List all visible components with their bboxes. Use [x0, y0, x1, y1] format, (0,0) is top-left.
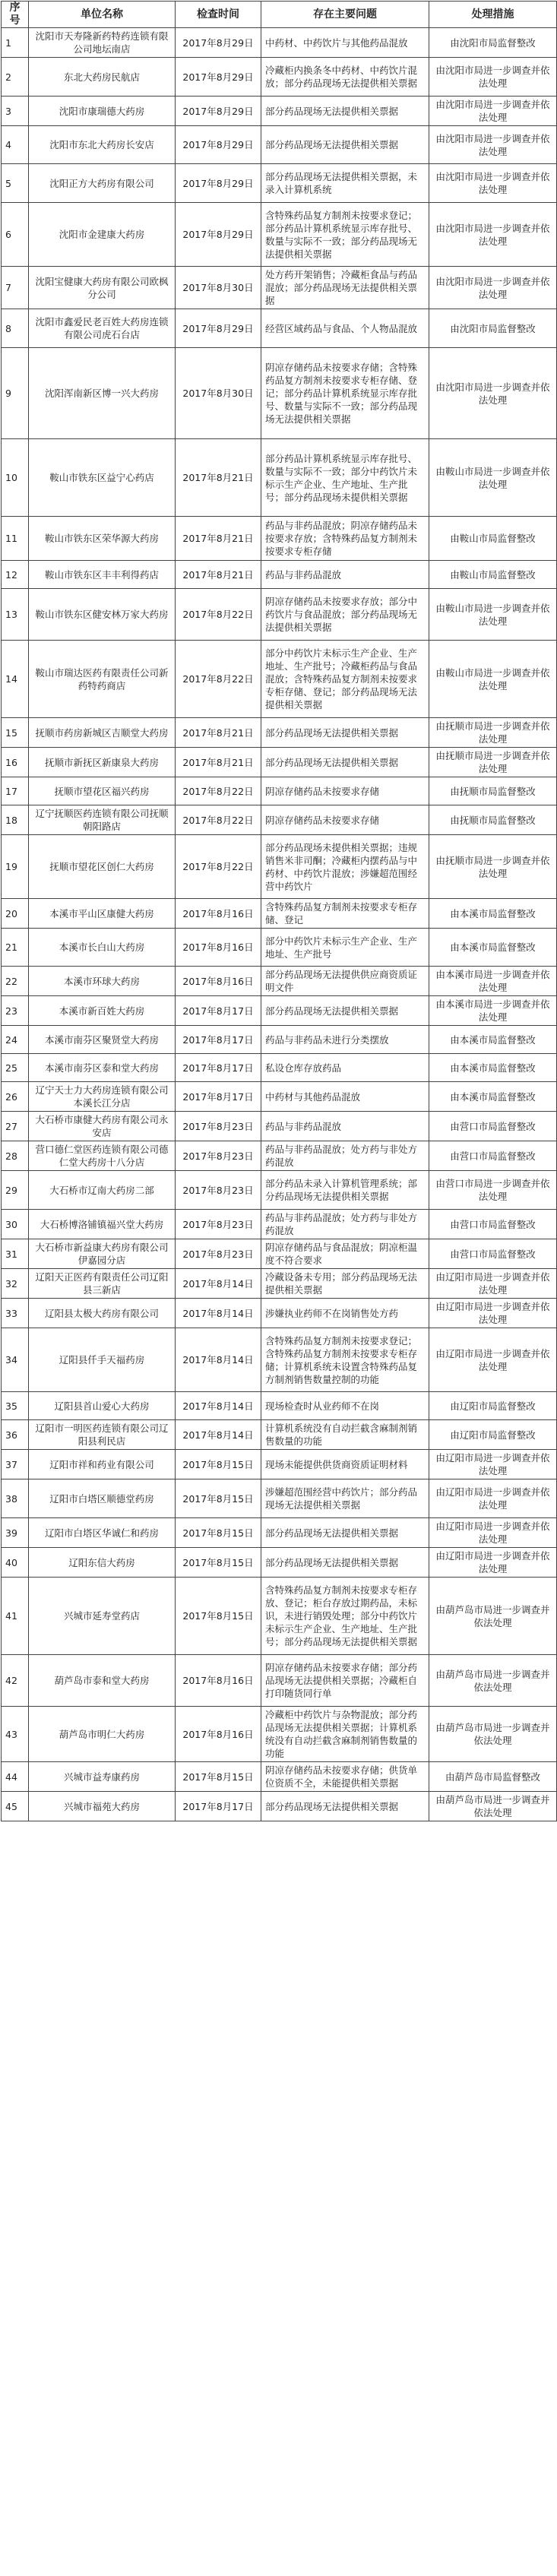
cell-inspection-date: 2017年8月29日: [176, 28, 261, 58]
cell-inspection-date: 2017年8月29日: [176, 309, 261, 348]
cell-inspection-date: 2017年8月22日: [176, 777, 261, 805]
cell-main-issue: 部分药品现场无法提供相关票据: [261, 126, 429, 164]
cell-unit-name: 沈阳浑南新区博一兴大药房: [29, 348, 176, 439]
cell-no: 24: [2, 1026, 29, 1054]
cell-action: 由沈阳市局进一步调查并依法处理: [429, 203, 557, 267]
cell-no: 23: [2, 996, 29, 1026]
table-row: [2, 1210, 557, 1239]
cell-no: 44: [2, 1762, 29, 1792]
cell-main-issue: 冷藏柜中药饮片与杂物混放；部分药品现场无法提供相关票据；计算机系统没有自动拦截含麻制剂销售数量的功能: [261, 1707, 429, 1762]
cell-action: 由抚顺市局监督整改: [429, 777, 557, 805]
cell-unit-name: 沈阳市康瑞德大药房: [29, 97, 176, 126]
cell-action: 由沈阳市局监督整改: [429, 309, 557, 348]
table-row: [2, 1054, 557, 1082]
cell-inspection-date: 2017年8月16日: [176, 899, 261, 929]
header-date: 检查时间: [176, 2, 261, 28]
cell-unit-name: 辽阳市祥和药业有限公司: [29, 1450, 176, 1479]
cell-inspection-date: 2017年8月16日: [176, 929, 261, 967]
cell-inspection-date: 2017年8月21日: [176, 718, 261, 748]
cell-no: 32: [2, 1269, 29, 1299]
cell-inspection-date: 2017年8月29日: [176, 126, 261, 164]
table-row: [2, 1171, 557, 1210]
cell-no: 17: [2, 777, 29, 805]
cell-no: 40: [2, 1548, 29, 1578]
cell-no: 37: [2, 1450, 29, 1479]
cell-action: 由辽阳市局进一步调查并依法处理: [429, 1518, 557, 1548]
cell-inspection-date: 2017年8月15日: [176, 1548, 261, 1578]
cell-main-issue: 阴凉存储药品未按要求存储: [261, 805, 429, 835]
cell-no: 31: [2, 1239, 29, 1269]
cell-unit-name: 沈阳市天寿隆新药特药连锁有限公司地坛南店: [29, 28, 176, 58]
cell-action: 由本溪市局进一步调查并依法处理: [429, 996, 557, 1026]
cell-inspection-date: 2017年8月14日: [176, 1299, 261, 1328]
cell-main-issue: 处方药开架销售；冷藏柜食品与药品混放；部分药品现场无法提供相关票据: [261, 267, 429, 309]
cell-main-issue: 部分药品现场无法提供相关票据: [261, 718, 429, 748]
cell-inspection-date: 2017年8月23日: [176, 1171, 261, 1210]
table-row: [2, 439, 557, 517]
cell-action: 由营口市局监督整改: [429, 1239, 557, 1269]
cell-unit-name: 辽阳市白塔区华诚仁和药房: [29, 1518, 176, 1548]
cell-unit-name: 本溪市长白山大药房: [29, 929, 176, 967]
cell-action: 由营口市局监督整改: [429, 1112, 557, 1141]
table-row: [2, 1299, 557, 1328]
table-row: [2, 835, 557, 899]
cell-inspection-date: 2017年8月16日: [176, 1707, 261, 1762]
cell-action: 由辽阳市局进一步调查并依法处理: [429, 1269, 557, 1299]
cell-inspection-date: 2017年8月22日: [176, 805, 261, 835]
cell-inspection-date: 2017年8月15日: [176, 1450, 261, 1479]
cell-no: 39: [2, 1518, 29, 1548]
table-row: [2, 1328, 557, 1392]
cell-inspection-date: 2017年8月14日: [176, 1328, 261, 1392]
table-row: [2, 1141, 557, 1171]
cell-no: 11: [2, 517, 29, 561]
table-row: [2, 28, 557, 58]
cell-main-issue: 部分药品现场无法提供相关票据: [261, 1518, 429, 1548]
cell-main-issue: 涉嫌执业药师不在岗销售处方药: [261, 1299, 429, 1328]
cell-no: 36: [2, 1420, 29, 1450]
cell-main-issue: 药品与非药品混放: [261, 1112, 429, 1141]
cell-main-issue: 部分药品计算机系统显示库存批号、数量与实际不一致；部分中药饮片未标示生产企业、生产地址、生产批号；部分药品现场未提供相关票据: [261, 439, 429, 517]
cell-action: 由抚顺市局进一步调查并依法处理: [429, 835, 557, 899]
cell-main-issue: 计算机系统没有自动拦截含麻制剂销售数量的功能: [261, 1420, 429, 1450]
cell-inspection-date: 2017年8月16日: [176, 967, 261, 996]
cell-main-issue: 部分药品现场无法提供相关票据: [261, 996, 429, 1026]
cell-inspection-date: 2017年8月14日: [176, 1420, 261, 1450]
table-row: [2, 1762, 557, 1792]
cell-action: 由葫芦岛市局进一步调查并依法处理: [429, 1792, 557, 1821]
cell-unit-name: 辽阳县太极大药房有限公司: [29, 1299, 176, 1328]
cell-action: 由抚顺市局进一步调查并依法处理: [429, 718, 557, 748]
cell-unit-name: 抚顺市望花区福兴药房: [29, 777, 176, 805]
table-row: [2, 267, 557, 309]
cell-no: 38: [2, 1479, 29, 1518]
table-row: [2, 899, 557, 929]
cell-action: 由鞍山市局进一步调查并依法处理: [429, 439, 557, 517]
cell-action: 由葫芦岛市局进一步调查并依法处理: [429, 1578, 557, 1655]
cell-main-issue: 药品与非药品混放: [261, 561, 429, 589]
cell-unit-name: 兴城市延寿堂药店: [29, 1578, 176, 1655]
cell-main-issue: 阴凉存储药品未按要求存储: [261, 777, 429, 805]
cell-action: 由辽阳市局监督整改: [429, 1420, 557, 1450]
cell-main-issue: 私设仓库存放药品: [261, 1054, 429, 1082]
cell-no: 16: [2, 748, 29, 777]
cell-no: 12: [2, 561, 29, 589]
cell-unit-name: 本溪市环球大药房: [29, 967, 176, 996]
cell-main-issue: 部分中药饮片未标示生产企业、生产地址、生产批号；冷藏柜药品与食品混放；含特殊药品复方制剂未按要求专柜存储、登记；部分药品现场无法提供相关票据: [261, 641, 429, 718]
cell-inspection-date: 2017年8月15日: [176, 1762, 261, 1792]
cell-unit-name: 葫芦岛市明仁大药房: [29, 1707, 176, 1762]
cell-action: 由鞍山市局进一步调查并依法处理: [429, 641, 557, 718]
cell-no: 26: [2, 1082, 29, 1112]
cell-inspection-date: 2017年8月22日: [176, 835, 261, 899]
cell-no: 25: [2, 1054, 29, 1082]
cell-action: 由营口市局监督整改: [429, 1210, 557, 1239]
cell-unit-name: 沈阳宝健康大药房有限公司欧枫分公司: [29, 267, 176, 309]
table-row: [2, 1269, 557, 1299]
inspection-table: [1, 1, 557, 1821]
table-row: [2, 348, 557, 439]
cell-unit-name: 沈阳市鑫爱民老百姓大药房连锁有限公司虎石台店: [29, 309, 176, 348]
cell-no: 22: [2, 967, 29, 996]
cell-action: 由辽阳市局进一步调查并依法处理: [429, 1479, 557, 1518]
cell-unit-name: 沈阳正方大药房有限公司: [29, 164, 176, 203]
cell-action: 由辽阳市局进一步调查并依法处理: [429, 1328, 557, 1392]
cell-unit-name: 大石桥博洛铺镇福兴堂大药房: [29, 1210, 176, 1239]
cell-action: 由鞍山市局进一步调查并依法处理: [429, 589, 557, 641]
cell-inspection-date: 2017年8月30日: [176, 267, 261, 309]
cell-inspection-date: 2017年8月16日: [176, 1655, 261, 1707]
cell-no: 29: [2, 1171, 29, 1210]
cell-unit-name: 营口德仁堂医药连锁有限公司德仁堂大药房十八分店: [29, 1141, 176, 1171]
cell-unit-name: 兴城市益寿康药房: [29, 1762, 176, 1792]
cell-unit-name: 沈阳市金建康大药房: [29, 203, 176, 267]
cell-inspection-date: 2017年8月15日: [176, 1479, 261, 1518]
cell-main-issue: 药品与非药品混放；处方药与非处方药混放: [261, 1141, 429, 1171]
cell-unit-name: 辽宁抚顺医药连锁有限公司抚顺朝阳路店: [29, 805, 176, 835]
table-row: [2, 1082, 557, 1112]
table-header-row: [2, 2, 557, 28]
cell-action: 由辽阳市局进一步调查并依法处理: [429, 1299, 557, 1328]
cell-inspection-date: 2017年8月17日: [176, 996, 261, 1026]
table-row: [2, 641, 557, 718]
cell-no: 33: [2, 1299, 29, 1328]
cell-unit-name: 大石桥市辽南大药房二部: [29, 1171, 176, 1210]
cell-no: 27: [2, 1112, 29, 1141]
cell-inspection-date: 2017年8月29日: [176, 203, 261, 267]
cell-unit-name: 兴城市福苑大药房: [29, 1792, 176, 1821]
cell-action: 由本溪市局进一步调查并依法处理: [429, 967, 557, 996]
cell-no: 30: [2, 1210, 29, 1239]
cell-action: 由沈阳市局进一步调查并依法处理: [429, 267, 557, 309]
cell-main-issue: 部分药品现场无法提供相关票据: [261, 1548, 429, 1578]
table-row: [2, 1707, 557, 1762]
cell-unit-name: 辽阳县仟手天福药房: [29, 1328, 176, 1392]
cell-no: 43: [2, 1707, 29, 1762]
cell-no: 13: [2, 589, 29, 641]
table-row: [2, 996, 557, 1026]
cell-no: 21: [2, 929, 29, 967]
cell-inspection-date: 2017年8月22日: [176, 641, 261, 718]
cell-no: 1: [2, 28, 29, 58]
cell-main-issue: 涉嫌超范围经营中药饮片；部分药品现场无法提供相关票据: [261, 1479, 429, 1518]
cell-inspection-date: 2017年8月14日: [176, 1269, 261, 1299]
cell-unit-name: 抚顺市望花区创仁大药房: [29, 835, 176, 899]
cell-no: 19: [2, 835, 29, 899]
cell-no: 9: [2, 348, 29, 439]
cell-action: 由抚顺市局监督整改: [429, 805, 557, 835]
cell-inspection-date: 2017年8月29日: [176, 58, 261, 97]
cell-action: 由营口市局监督整改: [429, 1141, 557, 1171]
cell-action: 由辽阳市局进一步调查并依法处理: [429, 1548, 557, 1578]
cell-action: 由葫芦岛市局进一步调查并依法处理: [429, 1707, 557, 1762]
cell-inspection-date: 2017年8月15日: [176, 1518, 261, 1548]
cell-main-issue: 部分中药饮片未标示生产企业、生产地址、生产批号: [261, 929, 429, 967]
table-row: [2, 517, 557, 561]
cell-inspection-date: 2017年8月23日: [176, 1239, 261, 1269]
table-row: [2, 718, 557, 748]
cell-main-issue: 部分药品现场无法提供相关票据，未录入计算机系统: [261, 164, 429, 203]
cell-main-issue: 含特殊药品复方制剂未按要求专柜存放、登记；柜台存放过期药品，未标识，未进行销毁处理；部分中药饮片未标示生产企业、生产地址、生产批号；部分药品现场无法提供相关票据: [261, 1578, 429, 1655]
cell-inspection-date: 2017年8月23日: [176, 1210, 261, 1239]
cell-inspection-date: 2017年8月17日: [176, 1792, 261, 1821]
table-row: [2, 1239, 557, 1269]
cell-action: 由本溪市局监督整改: [429, 899, 557, 929]
cell-action: 由抚顺市局进一步调查并依法处理: [429, 748, 557, 777]
cell-action: 由辽阳市局监督整改: [429, 1392, 557, 1420]
table-row: [2, 58, 557, 97]
cell-main-issue: 部分药品现场无法提供供应商资质证明文件: [261, 967, 429, 996]
cell-no: 28: [2, 1141, 29, 1171]
cell-no: 7: [2, 267, 29, 309]
cell-no: 4: [2, 126, 29, 164]
cell-unit-name: 鞍山市瑞达医药有限责任公司新药特药商店: [29, 641, 176, 718]
cell-main-issue: 含特殊药品复方制剂未按要求登记；部分药品计算机系统显示库存批号、数量与实际不一致；部分药品现场无法提供相关票据: [261, 203, 429, 267]
cell-unit-name: 抚顺市药房新城区吉顺堂大药房: [29, 718, 176, 748]
cell-action: 由本溪市局监督整改: [429, 1054, 557, 1082]
table-body: [2, 28, 557, 1821]
cell-action: 由本溪市局监督整改: [429, 1082, 557, 1112]
cell-inspection-date: 2017年8月23日: [176, 1141, 261, 1171]
cell-main-issue: 经营区域药品与食品、个人物品混放: [261, 309, 429, 348]
cell-unit-name: 本溪市平山区康健大药房: [29, 899, 176, 929]
cell-main-issue: 冷藏柜内换条冬中药材、中药饮片混放；部分药品现场无法提供相关票据: [261, 58, 429, 97]
header-unit: 单位名称: [29, 2, 176, 28]
cell-unit-name: 鞍山市铁东区健安林万家大药房: [29, 589, 176, 641]
cell-main-issue: 部分药品现场未提供相关票据；违规销售米非司酮；冷藏柜内摆药品与中药材、中药饮片混放；涉嫌超范围经营中药饮片: [261, 835, 429, 899]
cell-inspection-date: 2017年8月22日: [176, 589, 261, 641]
table-row: [2, 97, 557, 126]
cell-unit-name: 东北大药房民航店: [29, 58, 176, 97]
cell-action: 由沈阳市局监督整改: [429, 28, 557, 58]
cell-no: 34: [2, 1328, 29, 1392]
table-row: [2, 748, 557, 777]
cell-unit-name: 葫芦岛市泰和堂大药房: [29, 1655, 176, 1707]
cell-action: 由沈阳市局进一步调查并依法处理: [429, 126, 557, 164]
cell-action: 由沈阳市局进一步调查并依法处理: [429, 58, 557, 97]
cell-no: 41: [2, 1578, 29, 1655]
cell-no: 10: [2, 439, 29, 517]
table-row: [2, 309, 557, 348]
cell-inspection-date: 2017年8月23日: [176, 1112, 261, 1141]
cell-inspection-date: 2017年8月29日: [176, 97, 261, 126]
table-row: [2, 929, 557, 967]
cell-inspection-date: 2017年8月21日: [176, 439, 261, 517]
table-row: [2, 164, 557, 203]
cell-unit-name: 辽阳天正医药有限责任公司辽阳县三新店: [29, 1269, 176, 1299]
cell-unit-name: 沈阳市东北大药房长安店: [29, 126, 176, 164]
cell-action: 由沈阳市局进一步调查并依法处理: [429, 97, 557, 126]
cell-inspection-date: 2017年8月17日: [176, 1026, 261, 1054]
table-row: [2, 1792, 557, 1821]
cell-main-issue: 药品与非药品未进行分类摆放: [261, 1026, 429, 1054]
table-row: [2, 967, 557, 996]
cell-action: 由沈阳市局进一步调查并依法处理: [429, 164, 557, 203]
table-row: [2, 1026, 557, 1054]
cell-main-issue: 部分药品现场无法提供相关票据: [261, 1792, 429, 1821]
table-row: [2, 1112, 557, 1141]
cell-action: 由营口市局进一步调查并依法处理: [429, 1171, 557, 1210]
table-row: [2, 1479, 557, 1518]
cell-no: 35: [2, 1392, 29, 1420]
cell-main-issue: 部分药品现场无法提供相关票据: [261, 97, 429, 126]
cell-main-issue: 阴凉存储药品未按要求存储；含特殊药品复方制剂未按要求专柜存储、登记；部分药品计算机系统显示库存批号、数量与实际不一致；部分药品现场无法提供相关票据: [261, 348, 429, 439]
table-row: [2, 777, 557, 805]
cell-no: 18: [2, 805, 29, 835]
cell-unit-name: 本溪市南芬区泰和堂大药房: [29, 1054, 176, 1082]
cell-action: 由本溪市局监督整改: [429, 1026, 557, 1054]
cell-inspection-date: 2017年8月29日: [176, 164, 261, 203]
cell-action: 由辽阳市局进一步调查并依法处理: [429, 1450, 557, 1479]
cell-unit-name: 本溪市南芬区聚贤堂大药房: [29, 1026, 176, 1054]
cell-action: 由葫芦岛市局监督整改: [429, 1762, 557, 1792]
header-no: 序号: [2, 2, 29, 28]
cell-unit-name: 抚顺市新抚区新康泉大药房: [29, 748, 176, 777]
cell-no: 45: [2, 1792, 29, 1821]
cell-action: 由沈阳市局进一步调查并依法处理: [429, 348, 557, 439]
cell-inspection-date: 2017年8月14日: [176, 1392, 261, 1420]
cell-unit-name: 辽阳县首山爱心大药房: [29, 1392, 176, 1420]
cell-main-issue: 阴凉存储药品未按要求存放；部分中药饮片与食品混放；部分药品现场无法提供相关票据: [261, 589, 429, 641]
header-issue: 存在主要问题: [261, 2, 429, 28]
cell-unit-name: 鞍山市铁东区荣华源大药房: [29, 517, 176, 561]
cell-unit-name: 大石桥市新益康大药房有限公司伊嘉园分店: [29, 1239, 176, 1269]
table-row: [2, 805, 557, 835]
cell-no: 14: [2, 641, 29, 718]
cell-main-issue: 阴凉存储药品未按要求存储；部分药品现场无法提供相关票据；冷藏柜自打印随货同行单: [261, 1655, 429, 1707]
cell-no: 3: [2, 97, 29, 126]
table-row: [2, 203, 557, 267]
cell-main-issue: 部分药品未录入计算机管理系统；部分药品现场无法提供相关票据: [261, 1171, 429, 1210]
cell-main-issue: 冷藏设备未专用；部分药品现场无法提供相关票据: [261, 1269, 429, 1299]
table-row: [2, 1420, 557, 1450]
cell-unit-name: 鞍山市铁东区丰丰利得药店: [29, 561, 176, 589]
cell-inspection-date: 2017年8月21日: [176, 561, 261, 589]
cell-no: 15: [2, 718, 29, 748]
table-row: [2, 561, 557, 589]
cell-action: 由鞍山市局监督整改: [429, 517, 557, 561]
cell-unit-name: 辽阳市白塔区顺德堂药房: [29, 1479, 176, 1518]
cell-action: 由本溪市局监督整改: [429, 929, 557, 967]
table-row: [2, 1392, 557, 1420]
table-row: [2, 126, 557, 164]
cell-main-issue: 含特殊药品复方制剂未按要求登记；含特殊药品复方制剂未按要求专柜存储；计算机系统未设置含特殊药品复方制剂销售数量控制的功能: [261, 1328, 429, 1392]
table-row: [2, 1518, 557, 1548]
cell-action: 由鞍山市局监督整改: [429, 561, 557, 589]
cell-inspection-date: 2017年8月30日: [176, 348, 261, 439]
table-row: [2, 589, 557, 641]
cell-no: 2: [2, 58, 29, 97]
cell-main-issue: 含特殊药品复方制剂未按要求专柜存储、登记: [261, 899, 429, 929]
cell-main-issue: 现场检查时从业药师不在岗: [261, 1392, 429, 1420]
cell-main-issue: 现场未能提供供货商资质证明材料: [261, 1450, 429, 1479]
header-action: 处理措施: [429, 2, 557, 28]
document-page: [0, 1, 557, 2576]
table-row: [2, 1450, 557, 1479]
cell-main-issue: 药品与非药品混放；阴凉存储药品未按要求存放；含特殊药品复方制剂未按要求专柜存储: [261, 517, 429, 561]
cell-unit-name: 本溪市新百姓大药房: [29, 996, 176, 1026]
cell-no: 20: [2, 899, 29, 929]
cell-inspection-date: 2017年8月17日: [176, 1054, 261, 1082]
cell-no: 5: [2, 164, 29, 203]
cell-unit-name: 辽阳市一明医药连锁有限公司辽阳县利民店: [29, 1420, 176, 1450]
cell-inspection-date: 2017年8月15日: [176, 1578, 261, 1655]
cell-main-issue: 中药材、中药饮片与其他药品混放: [261, 28, 429, 58]
table-row: [2, 1655, 557, 1707]
table-row: [2, 1578, 557, 1655]
cell-unit-name: 辽宁天士力大药房连锁有限公司本溪长江分店: [29, 1082, 176, 1112]
cell-main-issue: 阴凉存储药品与食品混放；阴凉柜温度不符合要求: [261, 1239, 429, 1269]
cell-no: 6: [2, 203, 29, 267]
cell-main-issue: 部分药品现场无法提供相关票据: [261, 748, 429, 777]
cell-main-issue: 阴凉存储药品未按要求存储；供货单位资质不全，未能提供相关票据: [261, 1762, 429, 1792]
table-row: [2, 1548, 557, 1578]
cell-unit-name: 辽阳东信大药房: [29, 1548, 176, 1578]
cell-inspection-date: 2017年8月17日: [176, 1082, 261, 1112]
cell-inspection-date: 2017年8月21日: [176, 748, 261, 777]
cell-action: 由葫芦岛市局进一步调查并依法处理: [429, 1655, 557, 1707]
cell-unit-name: 鞍山市铁东区益宁心药店: [29, 439, 176, 517]
cell-inspection-date: 2017年8月21日: [176, 517, 261, 561]
cell-main-issue: 中药材与其他药品混放: [261, 1082, 429, 1112]
cell-main-issue: 药品与非药品混放；处方药与非处方药混放: [261, 1210, 429, 1239]
cell-no: 8: [2, 309, 29, 348]
cell-unit-name: 大石桥市康健大药房有限公司永安店: [29, 1112, 176, 1141]
cell-no: 42: [2, 1655, 29, 1707]
